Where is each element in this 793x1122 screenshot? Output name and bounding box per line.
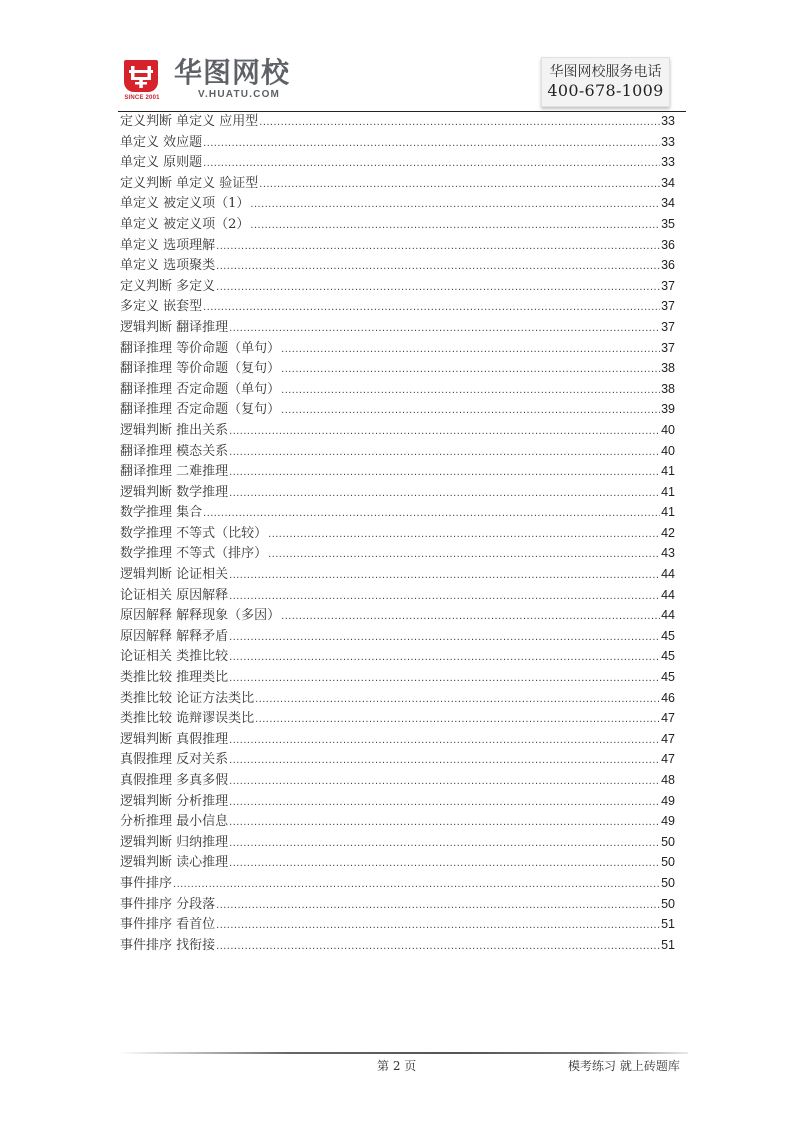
toc-entry-title: 翻译推理 否定命题（单句） bbox=[120, 381, 281, 397]
toc-dot-leader bbox=[216, 236, 660, 257]
toc-entry[interactable] bbox=[120, 441, 675, 462]
toc-entry-title: 翻译推理 等价命题（单句） bbox=[120, 340, 281, 356]
toc-entry-title: 分析推理 最小信息 bbox=[120, 814, 229, 830]
toc-entry-title: 单定义 被定义项（2） bbox=[120, 216, 250, 232]
toc-entry[interactable] bbox=[120, 811, 675, 832]
toc-entry[interactable] bbox=[120, 894, 675, 915]
toc-entry-title: 论证相关 原因解释 bbox=[120, 587, 229, 603]
toc-entry[interactable] bbox=[120, 317, 675, 338]
toc-entry-title: 数学推理 不等式（排序） bbox=[120, 546, 268, 562]
toc-entry-title: 事件排序 看首位 bbox=[120, 917, 216, 933]
toc-dot-leader bbox=[250, 194, 660, 215]
toc-entry-page-number: 33 bbox=[661, 155, 675, 170]
toc-dot-leader bbox=[229, 668, 660, 689]
toc-entry[interactable] bbox=[120, 276, 675, 297]
toc-dot-leader bbox=[203, 153, 660, 174]
toc-entry-title: 数学推理 不等式（比较） bbox=[120, 525, 268, 541]
toc-dot-leader bbox=[281, 339, 660, 360]
toc-entry[interactable] bbox=[120, 585, 675, 606]
toc-entry-page-number: 45 bbox=[661, 628, 675, 643]
toc-dot-leader bbox=[229, 812, 660, 833]
toc-entry[interactable] bbox=[120, 255, 675, 276]
toc-entry-title: 类推比较 推理类比 bbox=[120, 670, 229, 686]
toc-entry-page-number: 39 bbox=[661, 402, 675, 417]
toc-entry[interactable] bbox=[120, 688, 675, 709]
toc-entry-title: 翻译推理 等价命题（复句） bbox=[120, 361, 281, 377]
toc-entry[interactable] bbox=[120, 832, 675, 853]
toc-entry-title: 单定义 选项聚类 bbox=[120, 258, 216, 274]
toc-entry[interactable] bbox=[120, 399, 675, 420]
toc-entry-page-number: 38 bbox=[661, 381, 675, 396]
toc-entry-title: 原因解释 解释矛盾 bbox=[120, 628, 229, 644]
toc-entry-page-number: 34 bbox=[661, 175, 675, 190]
toc-entry-page-number: 38 bbox=[661, 361, 675, 376]
toc-entry-page-number: 37 bbox=[661, 340, 675, 355]
toc-entry-title: 单定义 效应题 bbox=[120, 134, 203, 150]
toc-entry-page-number: 50 bbox=[661, 855, 675, 870]
toc-entry-title: 逻辑判断 归纳推理 bbox=[120, 834, 229, 850]
huatu-logo-icon bbox=[124, 60, 158, 92]
toc-entry-page-number: 44 bbox=[661, 608, 675, 623]
toc-dot-leader bbox=[281, 400, 660, 421]
toc-dot-leader bbox=[216, 915, 660, 936]
toc-entry-page-number: 45 bbox=[661, 649, 675, 664]
toc-entry-title: 多定义 嵌套型 bbox=[120, 299, 203, 315]
toc-entry-page-number: 40 bbox=[661, 422, 675, 437]
footer-slogan: 模考练习 就上砖题库 bbox=[568, 1059, 680, 1073]
toc-entry[interactable] bbox=[120, 214, 675, 235]
toc-entry-page-number: 50 bbox=[661, 875, 675, 890]
service-hotline-box bbox=[541, 57, 670, 107]
toc-entry-title: 逻辑判断 推出关系 bbox=[120, 422, 229, 438]
toc-entry[interactable] bbox=[120, 523, 675, 544]
toc-entry-page-number: 47 bbox=[661, 731, 675, 746]
toc-dot-leader bbox=[229, 318, 660, 339]
toc-entry-page-number: 48 bbox=[661, 773, 675, 787]
toc-entry[interactable] bbox=[120, 296, 675, 317]
toc-entry[interactable] bbox=[120, 770, 675, 791]
toc-entry[interactable] bbox=[120, 935, 675, 956]
toc-entry[interactable] bbox=[120, 626, 675, 647]
toc-entry-title: 逻辑判断 读心推理 bbox=[120, 855, 229, 871]
toc-entry-title: 类推比较 论证方法类比 bbox=[120, 690, 255, 706]
toc-entry[interactable] bbox=[120, 111, 675, 132]
toc-dot-leader bbox=[229, 730, 660, 751]
toc-entry[interactable] bbox=[120, 420, 675, 441]
toc-entry[interactable] bbox=[120, 667, 675, 688]
toc-dot-leader bbox=[229, 750, 660, 771]
toc-entry[interactable] bbox=[120, 729, 675, 750]
toc-entry-title: 逻辑判断 分析推理 bbox=[120, 793, 229, 809]
toc-entry-page-number: 42 bbox=[661, 525, 675, 540]
toc-entry[interactable] bbox=[120, 482, 675, 503]
logo-since-text: SINCE 2001 bbox=[124, 95, 160, 101]
toc-entry-page-number: 36 bbox=[661, 237, 675, 252]
toc-entry-title: 翻译推理 模态关系 bbox=[120, 443, 229, 459]
toc-dot-leader bbox=[268, 524, 660, 545]
toc-entry-page-number: 49 bbox=[661, 793, 675, 808]
toc-entry[interactable] bbox=[120, 605, 675, 626]
toc-entry-page-number: 51 bbox=[661, 937, 675, 952]
toc-dot-leader bbox=[229, 647, 660, 668]
toc-entry[interactable] bbox=[120, 914, 675, 935]
toc-entry-page-number: 41 bbox=[661, 464, 675, 479]
toc-entry-title: 数学推理 集合 bbox=[120, 505, 203, 521]
toc-dot-leader bbox=[281, 359, 660, 380]
table-of-contents bbox=[120, 111, 675, 955]
toc-dot-leader bbox=[281, 380, 660, 401]
toc-entry[interactable] bbox=[120, 152, 675, 173]
toc-entry-title: 事件排序 分段落 bbox=[120, 896, 216, 912]
toc-entry[interactable] bbox=[120, 173, 675, 194]
toc-entry[interactable] bbox=[120, 543, 675, 564]
toc-entry-page-number: 36 bbox=[661, 258, 675, 273]
toc-entry[interactable] bbox=[120, 564, 675, 585]
toc-entry-title: 翻译推理 二难推理 bbox=[120, 464, 229, 480]
toc-dot-leader bbox=[259, 112, 660, 133]
huatu-logo bbox=[120, 58, 320, 104]
toc-dot-leader bbox=[229, 833, 660, 854]
toc-entry-title: 单定义 被定义项（1） bbox=[120, 196, 250, 212]
toc-dot-leader bbox=[203, 297, 660, 318]
toc-entry-title: 定义判断 多定义 bbox=[120, 278, 216, 294]
toc-entry-title: 事件排序 找衔接 bbox=[120, 937, 216, 953]
hotline-title: 华图网校服务电话 bbox=[549, 64, 662, 80]
toc-entry-page-number: 40 bbox=[661, 443, 675, 458]
footer-page-number: 第 2 页 bbox=[377, 1059, 417, 1073]
toc-dot-leader bbox=[216, 936, 660, 957]
toc-dot-leader bbox=[250, 215, 660, 236]
toc-entry-page-number: 49 bbox=[661, 814, 675, 829]
toc-entry-page-number: 33 bbox=[661, 114, 675, 128]
toc-dot-leader bbox=[216, 277, 660, 298]
toc-entry[interactable] bbox=[120, 461, 675, 482]
toc-dot-leader bbox=[229, 483, 660, 504]
toc-entry[interactable] bbox=[120, 749, 675, 770]
toc-entry-page-number: 50 bbox=[661, 896, 675, 911]
toc-entry[interactable] bbox=[120, 646, 675, 667]
toc-entry-page-number: 43 bbox=[661, 546, 675, 561]
toc-entry[interactable] bbox=[120, 235, 675, 256]
toc-entry-page-number: 44 bbox=[661, 587, 675, 602]
toc-entry-title: 定义判断 单定义 验证型 bbox=[120, 175, 259, 191]
toc-entry[interactable] bbox=[120, 338, 675, 359]
toc-entry-page-number: 46 bbox=[661, 690, 675, 705]
toc-entry-title: 逻辑判断 数学推理 bbox=[120, 484, 229, 500]
toc-dot-leader bbox=[229, 792, 660, 813]
toc-entry-title: 逻辑判断 真假推理 bbox=[120, 731, 229, 747]
toc-entry-page-number: 33 bbox=[661, 134, 675, 149]
toc-dot-leader bbox=[229, 565, 660, 586]
toc-dot-leader bbox=[229, 853, 660, 874]
toc-entry-title: 论证相关 类推比较 bbox=[120, 649, 229, 665]
toc-entry[interactable] bbox=[120, 502, 675, 523]
toc-dot-leader bbox=[229, 421, 660, 442]
toc-entry-title: 单定义 选项理解 bbox=[120, 237, 216, 253]
toc-dot-leader bbox=[255, 689, 660, 710]
toc-entry[interactable] bbox=[120, 358, 675, 379]
toc-entry-page-number: 47 bbox=[661, 752, 675, 767]
toc-entry-page-number: 37 bbox=[661, 319, 675, 334]
logo-url: V.HUATU.COM bbox=[198, 89, 281, 100]
toc-entry-title: 单定义 原则题 bbox=[120, 155, 203, 171]
page-header bbox=[0, 0, 793, 112]
toc-entry-title: 原因解释 解释现象（多因） bbox=[120, 608, 281, 624]
hotline-number: 400-678-1009 bbox=[547, 81, 664, 100]
toc-dot-leader bbox=[229, 462, 660, 483]
toc-entry-title: 事件排序 bbox=[120, 875, 173, 891]
toc-entry-title: 真假推理 反对关系 bbox=[120, 752, 229, 768]
toc-entry[interactable] bbox=[120, 873, 675, 894]
toc-entry-title: 真假推理 多真多假 bbox=[120, 773, 229, 788]
toc-entry-page-number: 44 bbox=[661, 567, 675, 582]
toc-entry-title: 翻译推理 否定命题（复句） bbox=[120, 402, 281, 418]
toc-dot-leader bbox=[216, 256, 660, 277]
toc-entry[interactable] bbox=[120, 852, 675, 873]
logo-brand-name: 华图网校 bbox=[174, 56, 291, 89]
toc-entry-title: 逻辑判断 翻译推理 bbox=[120, 319, 229, 335]
toc-dot-leader bbox=[281, 606, 660, 627]
toc-entry-page-number: 37 bbox=[661, 299, 675, 314]
toc-entry-page-number: 51 bbox=[661, 917, 675, 932]
toc-entry-page-number: 47 bbox=[661, 711, 675, 726]
toc-dot-leader bbox=[229, 442, 660, 463]
toc-dot-leader bbox=[229, 771, 660, 792]
toc-dot-leader bbox=[268, 544, 660, 565]
toc-entry-page-number: 41 bbox=[661, 484, 675, 499]
toc-dot-leader bbox=[229, 586, 660, 607]
toc-entry-page-number: 37 bbox=[661, 278, 675, 293]
toc-entry[interactable] bbox=[120, 708, 675, 729]
toc-dot-leader bbox=[203, 503, 660, 524]
footer-divider bbox=[118, 1052, 688, 1054]
toc-dot-leader bbox=[229, 627, 660, 648]
toc-entry[interactable] bbox=[120, 132, 675, 153]
toc-dot-leader bbox=[203, 133, 660, 154]
toc-entry[interactable] bbox=[120, 379, 675, 400]
toc-entry-page-number: 45 bbox=[661, 670, 675, 685]
toc-entry-title: 定义判断 单定义 应用型 bbox=[120, 114, 259, 129]
toc-entry-page-number: 34 bbox=[661, 196, 675, 211]
toc-dot-leader bbox=[255, 709, 660, 730]
toc-entry-page-number: 41 bbox=[661, 505, 675, 520]
toc-entry-title: 逻辑判断 论证相关 bbox=[120, 567, 229, 583]
toc-entry-title: 类推比较 诡辩谬误类比 bbox=[120, 711, 255, 727]
toc-entry-page-number: 50 bbox=[661, 834, 675, 849]
toc-entry[interactable] bbox=[120, 791, 675, 812]
toc-entry[interactable] bbox=[120, 193, 675, 214]
toc-dot-leader bbox=[259, 174, 660, 195]
toc-dot-leader bbox=[216, 895, 660, 916]
toc-entry-page-number: 35 bbox=[661, 216, 675, 231]
toc-dot-leader bbox=[173, 874, 660, 895]
